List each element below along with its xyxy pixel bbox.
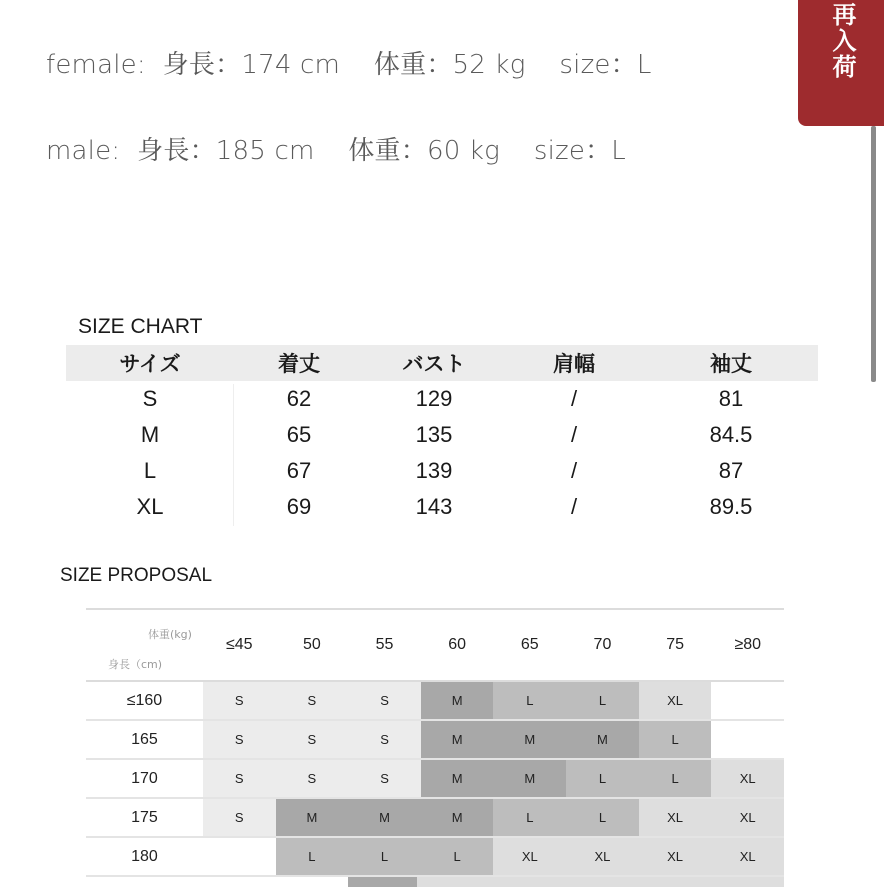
weight-label: 体重 bbox=[348, 136, 401, 166]
weight-header: ≥80 bbox=[734, 636, 762, 653]
separator: ： bbox=[215, 50, 242, 80]
weight-header: ≤45 bbox=[225, 636, 253, 653]
header-cell: 袖丈 bbox=[710, 353, 752, 376]
size-cell: L bbox=[566, 799, 639, 836]
height-label: 身長 bbox=[137, 136, 190, 166]
size-cell: M bbox=[566, 721, 639, 758]
size-cell: L bbox=[348, 838, 421, 875]
weight-header: 50 bbox=[302, 636, 321, 653]
size-cell: S bbox=[203, 799, 276, 836]
table-row bbox=[66, 453, 818, 489]
header-cell: 肩幅 bbox=[553, 353, 595, 376]
size-cell: M bbox=[493, 721, 566, 758]
size-cell: S bbox=[348, 760, 421, 797]
table-row bbox=[66, 417, 818, 453]
cell: 67 bbox=[286, 458, 312, 483]
cell: 89.5 bbox=[709, 494, 753, 519]
size-cell: M bbox=[421, 799, 494, 836]
size-proposal-title: SIZE PROPOSAL bbox=[60, 565, 213, 586]
size-chart-title: SIZE CHART bbox=[78, 315, 203, 338]
cell: 139 bbox=[415, 458, 453, 483]
separator: ： bbox=[426, 50, 453, 80]
size-chart-header bbox=[66, 345, 818, 381]
weight-header: 55 bbox=[375, 636, 394, 653]
separator: ： bbox=[400, 136, 427, 166]
size-cell bbox=[711, 721, 784, 758]
size-cell: XL bbox=[639, 799, 712, 836]
cell: S bbox=[142, 386, 158, 411]
weight-value: 52 kg bbox=[452, 50, 526, 80]
size-cell: XL bbox=[711, 799, 784, 836]
size-cell: L bbox=[566, 682, 639, 719]
cell: M bbox=[140, 422, 160, 447]
height-label: 身長 bbox=[162, 50, 216, 80]
size-cell: M bbox=[493, 760, 566, 797]
size-cell: L bbox=[276, 838, 349, 875]
separator: ： bbox=[610, 50, 637, 80]
height-label: ≤160 bbox=[86, 682, 203, 719]
scrollbar[interactable] bbox=[871, 126, 876, 382]
height-label: 180 bbox=[86, 838, 203, 875]
size-cell: L bbox=[493, 682, 566, 719]
partial-row bbox=[86, 877, 784, 887]
cell: / bbox=[570, 422, 578, 447]
cell: 81 bbox=[718, 386, 744, 411]
cell: L bbox=[143, 458, 157, 483]
size-cell: XL bbox=[493, 838, 566, 875]
size-cell: M bbox=[421, 682, 494, 719]
cell: 69 bbox=[286, 494, 312, 519]
size-cell: L bbox=[493, 799, 566, 836]
size-cell: XL bbox=[639, 682, 712, 719]
size-cell bbox=[203, 838, 276, 875]
header-cell: サイズ bbox=[119, 353, 181, 376]
table-row bbox=[86, 760, 784, 799]
table-row bbox=[86, 682, 784, 721]
size-chart-table bbox=[66, 345, 818, 525]
table-row bbox=[66, 381, 818, 417]
table-row bbox=[66, 489, 818, 525]
size-cell bbox=[711, 682, 784, 719]
table-row bbox=[86, 838, 784, 877]
size-cell: XL bbox=[639, 838, 712, 875]
weight-header: 70 bbox=[593, 636, 612, 653]
cell: 84.5 bbox=[709, 422, 753, 447]
size-cell: XL bbox=[711, 838, 784, 875]
size-value: L bbox=[636, 50, 652, 80]
size-cell: L bbox=[639, 721, 712, 758]
cell: 87 bbox=[718, 458, 744, 483]
cell: 135 bbox=[415, 422, 453, 447]
height-axis-label: 身長（cm) bbox=[108, 658, 163, 671]
female-model-info: female: 身長：174 cm 体重：52 kg size：L bbox=[46, 50, 652, 80]
size-cell: S bbox=[276, 682, 349, 719]
weight-header: 65 bbox=[520, 636, 539, 653]
weight-header: 75 bbox=[666, 636, 684, 653]
male-model-info: male: 身長：185 cm 体重：60 kg size：L bbox=[46, 136, 626, 166]
gender-label: male bbox=[46, 136, 112, 166]
column-divider bbox=[233, 384, 234, 526]
size-cell: S bbox=[276, 760, 349, 797]
size-cell: S bbox=[276, 721, 349, 758]
restock-tag-label[interactable]: 再入荷 bbox=[828, 2, 856, 80]
axis-corner bbox=[86, 610, 203, 680]
size-cell: M bbox=[276, 799, 349, 836]
gender-label: female bbox=[46, 50, 137, 80]
separator: ： bbox=[189, 136, 216, 166]
size-label: size bbox=[533, 136, 586, 166]
cell: XL bbox=[136, 494, 164, 519]
height-value: 185 cm bbox=[215, 136, 315, 166]
weight-value: 60 kg bbox=[426, 136, 500, 166]
size-cell: M bbox=[421, 721, 494, 758]
size-cell: S bbox=[348, 721, 421, 758]
size-cell: S bbox=[203, 682, 276, 719]
size-cell: L bbox=[421, 838, 494, 875]
size-cell: S bbox=[203, 760, 276, 797]
size-cell: L bbox=[566, 760, 639, 797]
header-cell: バスト bbox=[402, 353, 466, 376]
size-cell: S bbox=[348, 682, 421, 719]
size-proposal-header bbox=[86, 608, 784, 682]
cell: / bbox=[570, 386, 578, 411]
size-cell: XL bbox=[711, 760, 784, 797]
cell: 62 bbox=[286, 386, 312, 411]
height-label: 170 bbox=[86, 760, 203, 797]
cell: 129 bbox=[415, 386, 453, 411]
header-cell: 着丈 bbox=[278, 353, 320, 376]
weight-axis-label: 体重(kg) bbox=[148, 628, 192, 641]
size-cell: M bbox=[348, 799, 421, 836]
size-value: L bbox=[611, 136, 626, 166]
weight-header: 60 bbox=[448, 636, 467, 653]
cell: 65 bbox=[286, 422, 312, 447]
size-cell: S bbox=[203, 721, 276, 758]
size-cell: XL bbox=[566, 838, 639, 875]
size-label: size bbox=[559, 50, 611, 80]
table-row bbox=[86, 799, 784, 838]
height-label: 175 bbox=[86, 799, 203, 836]
weight-label: 体重 bbox=[373, 50, 427, 80]
cell: / bbox=[570, 458, 578, 483]
height-value: 174 cm bbox=[241, 50, 341, 80]
cell: / bbox=[570, 494, 578, 519]
size-proposal-table bbox=[86, 608, 784, 887]
size-cell: M bbox=[421, 760, 494, 797]
height-label: 165 bbox=[86, 721, 203, 758]
cell: 143 bbox=[415, 494, 453, 519]
table-row bbox=[86, 721, 784, 760]
size-cell: L bbox=[639, 760, 712, 797]
separator: ： bbox=[585, 136, 612, 166]
